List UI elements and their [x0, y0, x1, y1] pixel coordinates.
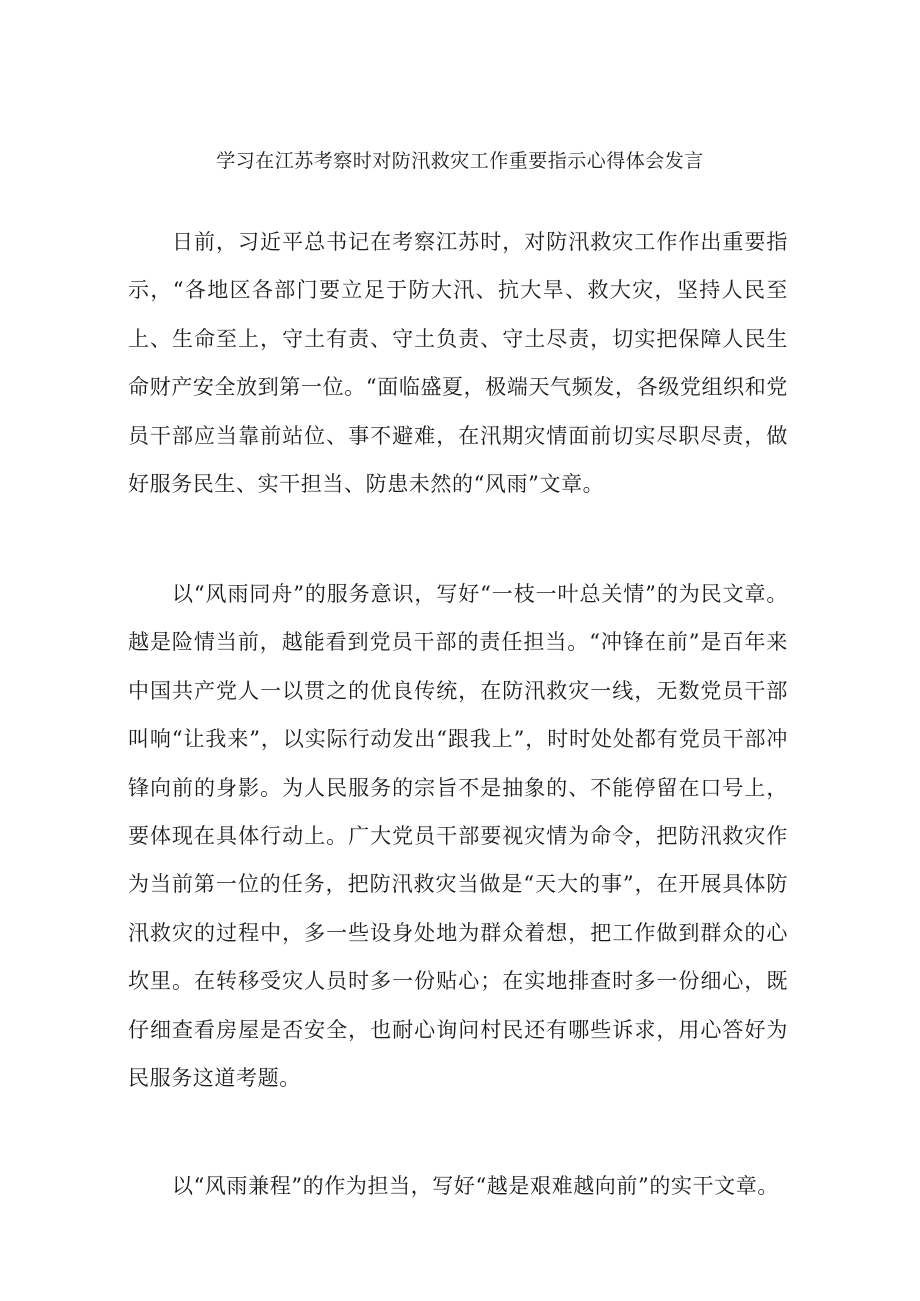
paragraph-2: 以“风雨同舟”的服务意识，写好“一枝一叶总关情”的为民文章。越是险情当前，越能看到党员干部的责任担当。“冲锋在前”是百年来中国共产党人一以贯之的优良传统，在防汛救灾一线，无数党员干部叫响“让我来”，以实际行动发出“跟我上”，时时处处都有党员干部冲锋向前的身影。为人民服务的宗旨不是抽象的、不能停留在口号上，要体现在具体行动上。广大党员干部要视灾情为命令，把防汛救灾作为当前第一位的任务，把防汛救灾当做是“天大的事”，在开展具体防汛救灾的过程中，多一些设身处地为群众着想，把工作做到群众的心坎里。在转移受灾人员时多一份贴心；在实地排查时多一份细心，既仔细查看房屋是否安全，也耐心询问村民还有哪些诉求，用心答好为民服务这道考题。 — [128, 582, 788, 1091]
paragraph-1: 日前，习近平总书记在考察江苏时，对防汛救灾工作作出重要指示，“各地区各部门要立足于防大汛、抗大旱、救大灾，坚持人民至上、生命至上，守土有责、守土负责、守土尽责，切实把保障人民生命财产安全放到第一位。“面临盛夏，极端天气频发，各级党组织和党员干部应当靠前站位、事不避难，在汛期灾情面前切实尽职尽责，做好服务民生、实干担当、防患未然的“风雨”文章。 — [128, 230, 788, 497]
paragraph-3: 以“风雨兼程”的作为担当，写好“越是艰难越向前”的实干文章。 — [172, 1174, 779, 1198]
document-title: 学习在江苏考察时对防汛救灾工作重要指示心得体会发言 — [216, 150, 704, 172]
